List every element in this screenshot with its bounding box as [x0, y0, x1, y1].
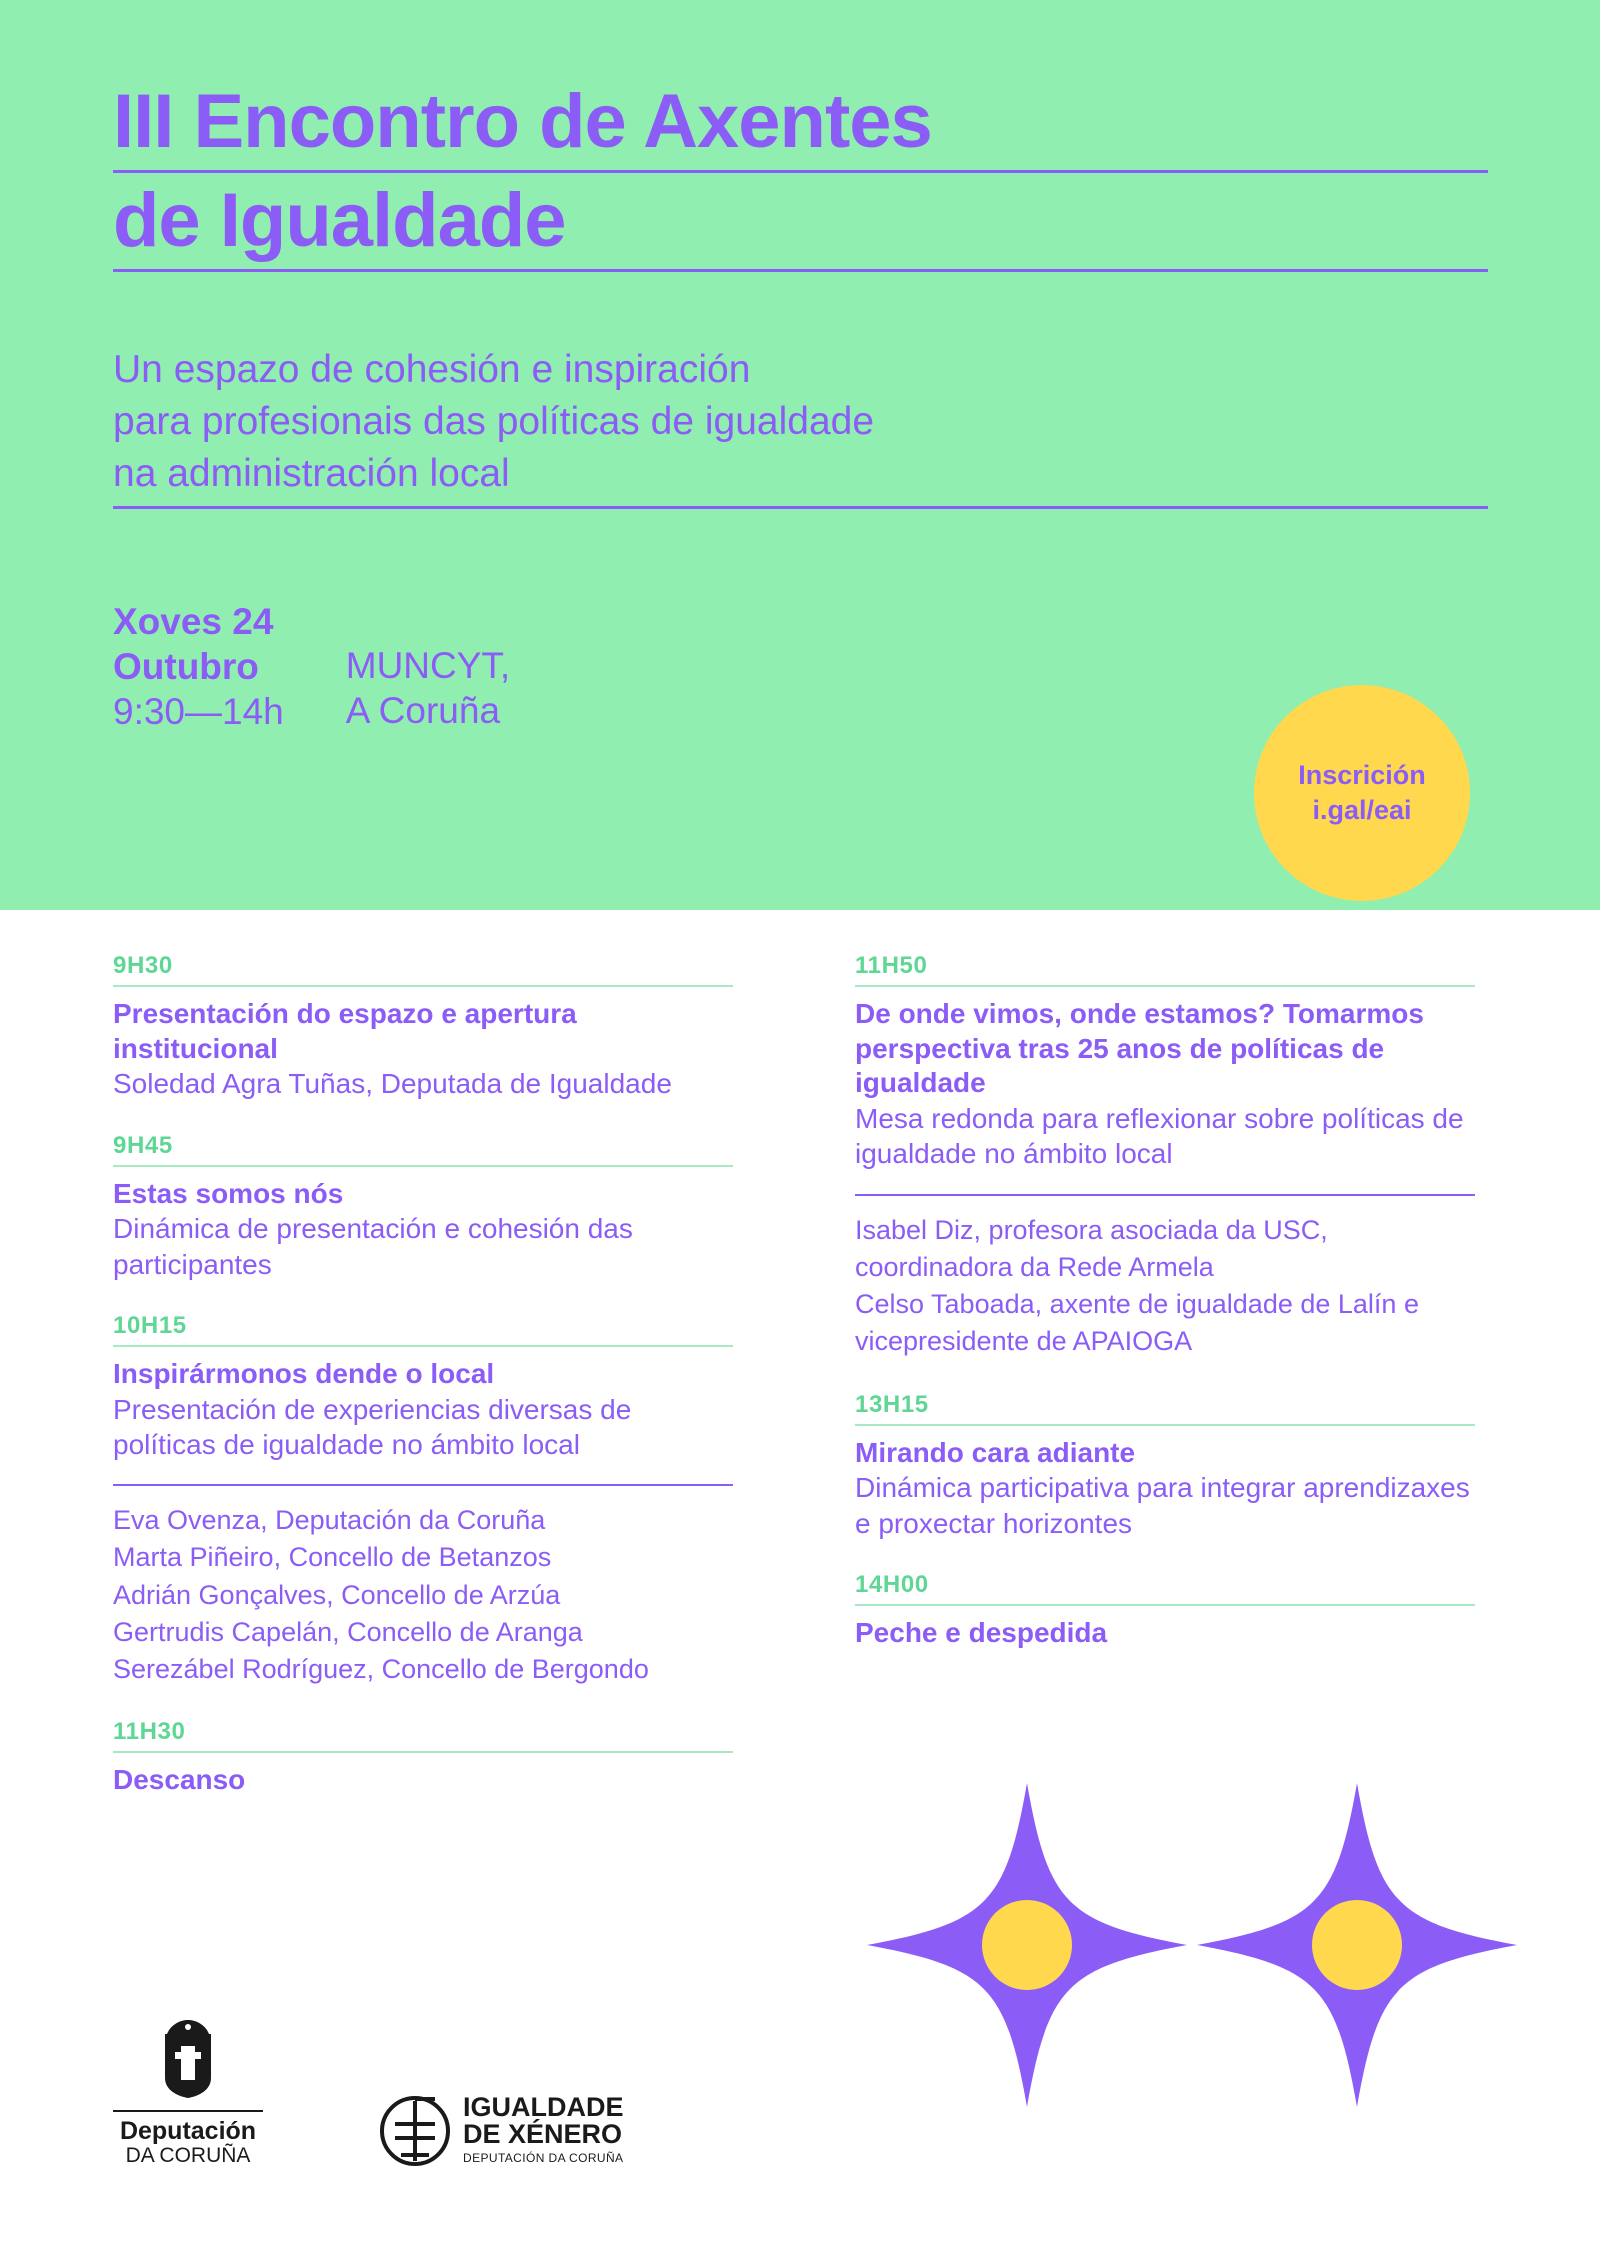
- program-slot: [113, 1132, 733, 1282]
- speaker: Eva Ovenza, Deputación da Coruña: [113, 1505, 546, 1536]
- slot-title: Estas somos nós: [113, 1177, 344, 1209]
- slot-title: De onde vimos, onde estamos? Tomarmos perspectiva tras 25 anos de políticas de igualdade: [855, 998, 1424, 1099]
- slot-time: 9H30: [113, 952, 733, 987]
- logo-igualdade-line-2: DE XÉNERO: [463, 2119, 623, 2150]
- slot-description: Mesa redonda para reflexionar sobre políticas de igualdade no ámbito local: [855, 1103, 1464, 1170]
- logo-deputacion-line-2: DA CORUÑA: [125, 2143, 251, 2167]
- event-date-day: Xoves 24: [113, 600, 274, 642]
- event-venue-name: MUNCYT,: [345, 644, 511, 686]
- program-slot: [855, 1571, 1475, 1651]
- slot-time: 9H45: [113, 1132, 733, 1167]
- header-content: [0, 0, 1600, 734]
- registration-label: Inscrición: [1298, 759, 1426, 790]
- slot-title: Descanso: [113, 1764, 246, 1796]
- program-column-right: [855, 952, 1475, 1828]
- program-slot: [855, 1391, 1475, 1541]
- subtitle-line-1: Un espazo de cohesión e inspiración: [113, 348, 751, 392]
- slot-time: 11H50: [855, 952, 1475, 987]
- slot-description: Soledad Agra Tuñas, Deputada de Igualdade: [113, 1068, 672, 1100]
- logo-deputacion-line-1: Deputación: [113, 2110, 263, 2144]
- subtitle-line-2: para profesionais das políticas de igualdade: [113, 400, 875, 444]
- speaker: Serezábel Rodríguez, Concello de Bergondo: [113, 1654, 649, 1685]
- program-slot: [113, 952, 733, 1102]
- registration-badge[interactable]: [1254, 685, 1470, 901]
- event-time: 9:30—14h: [113, 691, 284, 733]
- slot-time: 14H00: [855, 1571, 1475, 1606]
- slot-title: Mirando cara adiante: [855, 1436, 1136, 1468]
- speaker: Adrián Gonçalves, Concello de Arzúa: [113, 1579, 561, 1610]
- gender-equality-icon: [379, 2095, 451, 2167]
- logo-igualdade-de-xenero: [379, 2094, 624, 2167]
- event-venue-city: A Coruña: [345, 690, 501, 732]
- event-venue: [346, 599, 510, 733]
- logo-igualdade-line-1: IGUALDADE: [463, 2092, 624, 2123]
- page-subtitle: [113, 344, 1488, 509]
- subtitle-line-3: na administración local: [113, 448, 1488, 509]
- logo-deputacion-da-coruna: [113, 2016, 263, 2167]
- footer-logos: [113, 2016, 624, 2167]
- page-title: [113, 78, 1493, 272]
- logo-igualdade-text: [463, 2094, 624, 2167]
- program-slot: [113, 1718, 733, 1798]
- event-date: [113, 599, 284, 734]
- crest-icon: [157, 2016, 219, 2100]
- program-schedule: [0, 910, 1600, 1828]
- event-date-month: Outubro: [113, 646, 259, 688]
- program-slot: [113, 1312, 733, 1689]
- slot-time: 13H15: [855, 1391, 1475, 1426]
- slot-description: Dinámica de presentación e cohesión das participantes: [113, 1213, 633, 1280]
- speaker: Marta Piñeiro, Concello de Betanzos: [113, 1542, 552, 1573]
- title-line-1: III Encontro de Axentes: [113, 78, 1488, 173]
- speaker: Isabel Diz, profesora asociada da USC, coordinadora da Rede Armela: [855, 1214, 1328, 1282]
- program-column-left: [113, 952, 733, 1828]
- registration-url[interactable]: i.gal/eai: [1312, 795, 1412, 825]
- logo-igualdade-line-3: DEPUTACIÓN DA CORUÑA: [463, 2151, 624, 2166]
- slot-title: Inspirármonos dende o local: [113, 1357, 495, 1389]
- slot-title: Presentación do espazo e apertura institucional: [113, 998, 577, 1064]
- speaker: Gertrudis Capelán, Concello de Aranga: [113, 1616, 583, 1647]
- slot-speakers: [113, 1484, 733, 1688]
- slot-speakers: [855, 1194, 1475, 1361]
- slot-description: Dinámica participativa para integrar aprendizaxes e proxectar horizontes: [855, 1472, 1470, 1539]
- poster-header: [0, 0, 1600, 910]
- speaker: Celso Taboada, axente de igualdade de Lalín e vicepresidente de APAIOGA: [855, 1289, 1419, 1357]
- slot-time: 11H30: [113, 1718, 733, 1753]
- slot-time: 10H15: [113, 1312, 733, 1347]
- slot-title: Peche e despedida: [855, 1616, 1108, 1648]
- title-line-2: de Igualdade: [113, 177, 1488, 272]
- program-slot: [855, 952, 1475, 1361]
- slot-description: Presentación de experiencias diversas de políticas de igualdade no ámbito local: [113, 1393, 632, 1460]
